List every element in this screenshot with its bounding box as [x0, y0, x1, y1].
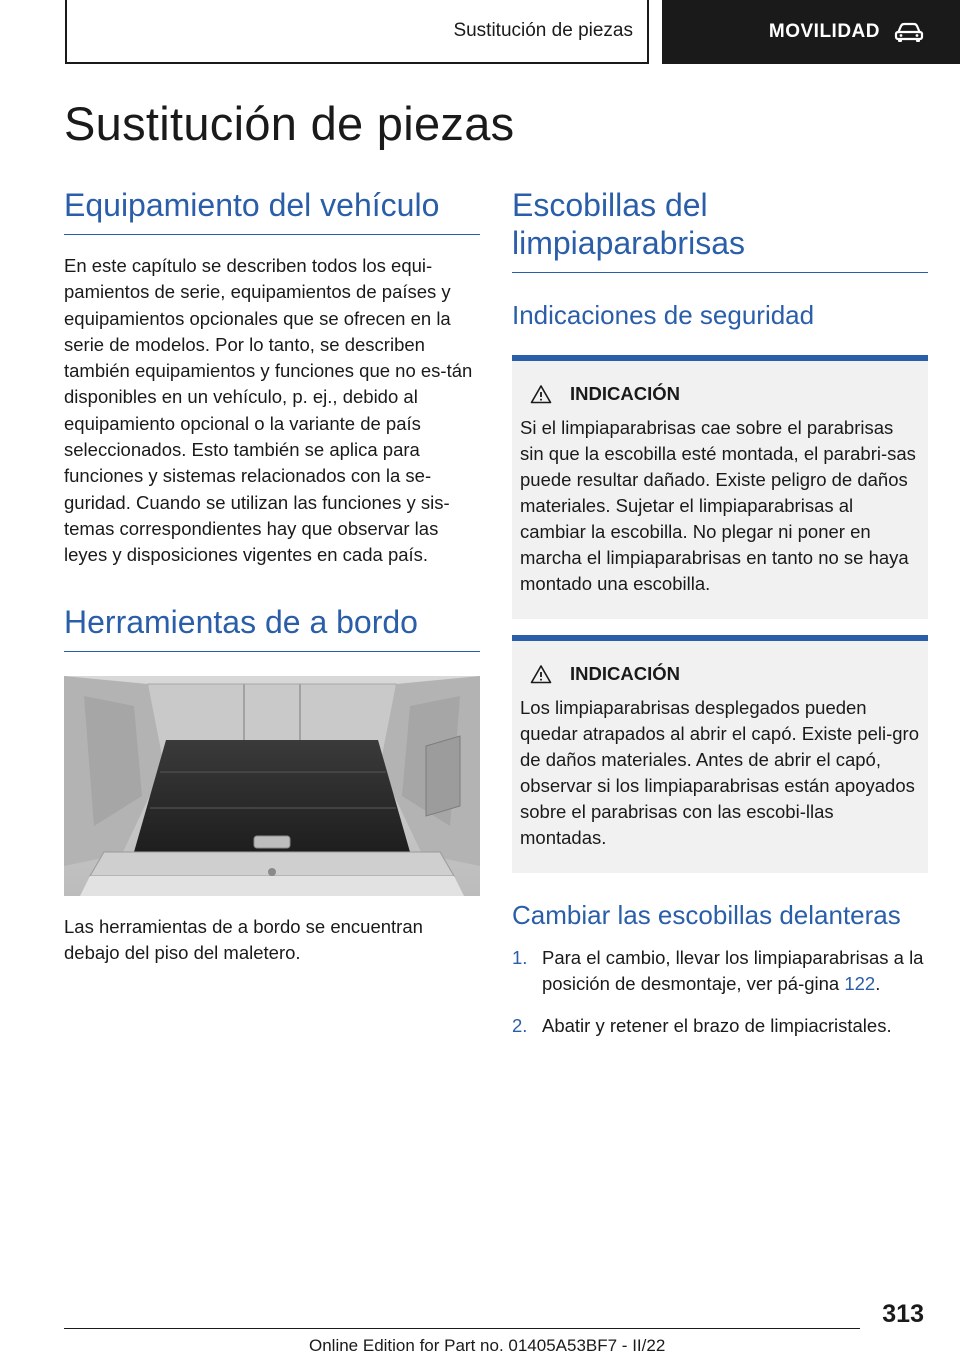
left-column: [64, 186, 480, 966]
list-item: [512, 1013, 928, 1039]
list-item: [512, 945, 928, 997]
header-chapter-label: MOVILIDAD: [768, 21, 880, 42]
subheading-safety: Indicaciones de seguridad: [512, 300, 815, 330]
page-title: Sustitución de piezas: [64, 97, 515, 150]
section-heading-wipers: Escobillas del limpiaparabrisas: [512, 186, 928, 273]
header-section-tab: [65, 0, 649, 64]
notice-box-2: [512, 635, 928, 873]
right-column: [512, 186, 928, 1055]
equipment-paragraph: En este capítulo se describen todos los equi-pamientos de serie, equipamientos de países y equipamientos opcionales que se ofrecen en la serie de modelos. Por lo tanto, se describen también equipamientos y funciones que no es-tán disponibles en un vehículo, p. ej., debido al equipamiento opcional o la variante de país seleccionados. Esto también se aplica para funciones y sistemas relacionados con la se-guridad. Cuando se utilizan las funciones y sis-temas correspondientes hay que observar las leyes y disposiciones vigentes en cada país.: [64, 255, 473, 566]
car-icon: [894, 21, 924, 43]
page-number: 313: [882, 1300, 924, 1328]
step-text: Abatir y retener el brazo de limpiacristales.: [542, 1015, 892, 1036]
step-number: 2.: [512, 1015, 528, 1036]
subheading-change-wipers: Cambiar las escobillas delanteras: [512, 900, 901, 930]
notice-header-2: [520, 663, 920, 685]
warning-triangle-icon: [530, 664, 552, 684]
footer-divider: [64, 1328, 860, 1329]
warning-triangle-icon: [530, 384, 552, 404]
cargo-area-image: [64, 676, 480, 896]
page-link[interactable]: 122: [844, 973, 876, 994]
footer-edition: Online Edition for Part no. 01405A53BF7 - II/22: [309, 1336, 666, 1355]
steps-list: [512, 945, 928, 1039]
step-number: 1.: [512, 947, 528, 968]
notice-label-1: INDICACIÓN: [570, 383, 680, 404]
step-text: Para el cambio, llevar los limpiaparabrisas a la posición de desmontaje, ver pá-gina: [542, 947, 924, 994]
header-chapter-tab: [662, 0, 960, 64]
notice-box-1: [512, 355, 928, 619]
notice-text-1: Si el limpiaparabrisas cae sobre el parabrisas sin que la escobilla esté montada, el parabri-sas puede resultar dañado. Existe peligro de daños materiales. Sujetar el limpiaparabrisas al cambiar la escobilla. No plegar ni poner en marcha el limpiaparabrisas en tanto no se haya montado una escobilla.: [520, 417, 916, 594]
header-section-label: Sustitución de piezas: [453, 20, 633, 41]
section-heading-equipment: Equipamiento del vehículo: [64, 186, 480, 235]
tools-caption: Las herramientas de a bordo se encuentran debajo del piso del maletero.: [64, 915, 423, 963]
notice-label-2: INDICACIÓN: [570, 663, 680, 684]
section-heading-tools: Herramientas de a bordo: [64, 603, 480, 652]
notice-text-2: Los limpiaparabrisas desplegados pueden quedar atrapados al abrir el capó. Existe peli-gro de daños materiales. Antes de abrir el capó, observar si los limpiaparabrisas están apoyados sobre el parabrisas con las escobi-llas montadas.: [520, 697, 920, 848]
notice-header-1: [520, 383, 920, 405]
step-text-end: .: [875, 973, 881, 994]
